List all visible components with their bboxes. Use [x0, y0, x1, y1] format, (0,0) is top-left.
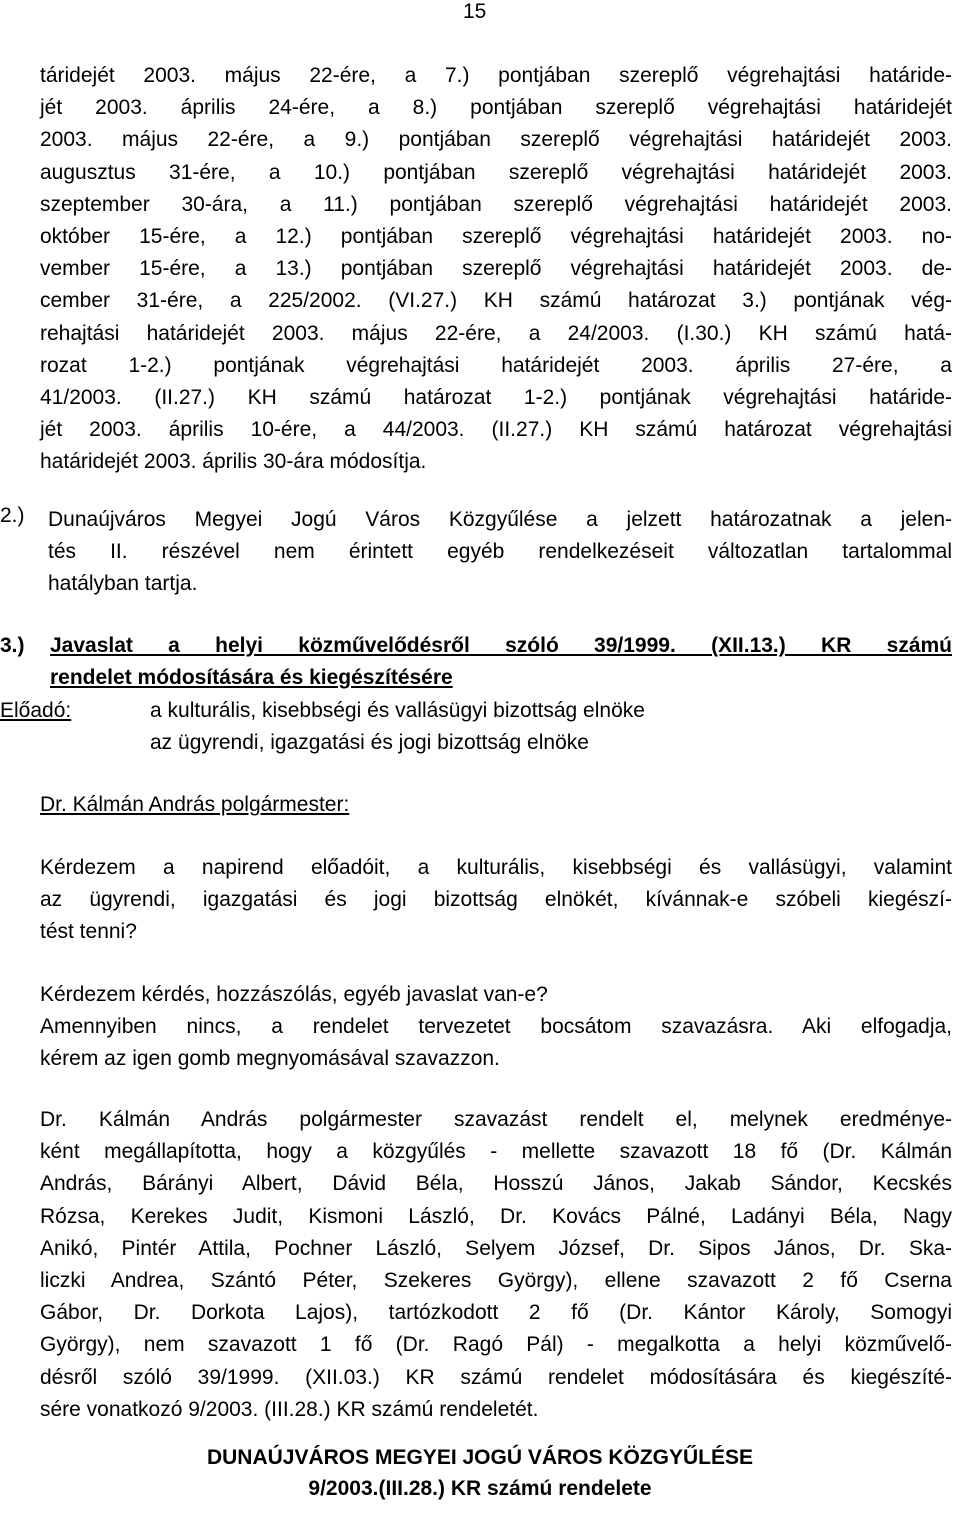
text-line: augusztus 31-ére, a 10.) pontjában szereplő végrehajtási határidejét 2003. — [40, 160, 952, 184]
presenter-label: Előadó: — [0, 699, 72, 722]
text-line: sére vonatkozó 9/2003. (III.28.) KR számú rendeletét. — [40, 1397, 539, 1421]
text-line: désről szóló 39/1999. (XII.03.) KR számú rendelet módosítására és kiegészíté- — [40, 1365, 952, 1389]
agenda-title-line: rendelet módosítására és kiegészítésére — [50, 666, 453, 690]
text-line: Dr. Kálmán András polgármester szavazást rendelt el, melynek eredménye- — [40, 1108, 952, 1131]
text-line: jét 2003. április 24-ére, a 8.) pontjában szereplő végrehajtási határidejét — [40, 96, 952, 120]
page-number: 15 — [463, 0, 487, 23]
text-line: Anikó, Pintér Attila, Pochner László, Selyem József, Dr. Sipos János, Dr. Ska- — [40, 1236, 952, 1260]
text-line: András, Bárányi Albert, Dávid Béla, Hosszú János, Jakab Sándor, Kecskés — [40, 1172, 952, 1196]
point-number: 2.) — [0, 504, 25, 527]
text-line: 41/2003. (II.27.) KH számú határozat 1-2.) pontjának végrehajtási határide- — [40, 385, 952, 409]
footer-line: DUNAÚJVÁROS MEGYEI JOGÚ VÁROS KÖZGYŰLÉSE — [206, 1446, 754, 1469]
text-line: táridejét 2003. május 22-ére, a 7.) pontjában szereplő végrehajtási határide- — [40, 64, 952, 87]
paragraph-continuation — [40, 60, 952, 478]
text-line: Dunaújváros Megyei Jogú Város Közgyűlése a jelzett határozatnak a jelen- — [48, 508, 952, 531]
document-footer — [0, 1442, 960, 1504]
text-line: ként megállapította, hogy a közgyűlés - mellette szavazott 18 fő (Dr. Kálmán — [40, 1140, 952, 1164]
text-line: cember 31-ére, a 225/2002. (VI.27.) KH számú határozat 3.) pontjának vég- — [40, 289, 952, 313]
footer-line: 9/2003.(III.28.) KR számú rendelete — [308, 1477, 652, 1500]
vote-result-paragraph — [40, 1104, 952, 1426]
text-line: határidejét 2003. április 30-ára módosítja. — [40, 450, 427, 474]
text-line: Amennyiben nincs, a rendelet tervezetet bocsátom szavazásra. Aki elfogadja, — [40, 1015, 952, 1039]
text-line: Kérdezem kérdés, hozzászólás, egyéb javaslat van-e? — [40, 983, 548, 1006]
text-line: György), nem szavazott 1 fő (Dr. Ragó Pál) - megalkotta a helyi közművelő- — [40, 1333, 952, 1357]
text-line: 2003. május 22-ére, a 9.) pontjában szereplő végrehajtási határidejét 2003. — [40, 128, 952, 152]
speaker-heading — [40, 789, 952, 821]
text-line: hatályban tartja. — [48, 572, 198, 596]
text-line: liczki Andrea, Szántó Péter, Szekeres György), ellene szavazott 2 fő Cserna — [40, 1268, 952, 1292]
presenter-line: a kulturális, kisebbségi és vallásügyi bizottság elnöke — [150, 699, 645, 722]
text-line: október 15-ére, a 12.) pontjában szereplő végrehajtási határidejét 2003. no- — [40, 224, 952, 248]
text-line: vember 15-ére, a 13.) pontjában szereplő végrehajtási határidejét 2003. de- — [40, 257, 952, 281]
speaker-name: Dr. Kálmán András polgármester: — [40, 793, 350, 816]
text-line: szeptember 30-ára, a 11.) pontjában szereplő végrehajtási határidejét 2003. — [40, 192, 952, 216]
text-line: rehajtási határidejét 2003. május 22-ére, a 24/2003. (I.30.) KH számú hatá- — [40, 321, 952, 345]
speech-paragraph — [40, 852, 952, 949]
presenter-line: az ügyrendi, igazgatási és jogi bizottság elnöke — [150, 731, 589, 755]
text-line: kérem az igen gomb megnyomásával szavazzon. — [40, 1047, 500, 1071]
text-line: Rózsa, Kerekes Judit, Kismoni László, Dr. Kovács Pálné, Ladányi Béla, Nagy — [40, 1204, 952, 1228]
speech-paragraph — [40, 979, 952, 1076]
text-line: tést tenni? — [40, 920, 137, 944]
text-line: tés II. részével nem érintett egyéb rendelkezéseit változatlan tartalommal — [48, 540, 952, 564]
text-line: rozat 1-2.) pontjának végrehajtási határidejét 2003. április 27-ére, a — [40, 353, 952, 377]
text-line: az ügyrendi, igazgatási és jogi bizottság elnökét, kívánnak-e szóbeli kiegészí- — [40, 888, 952, 912]
text-line: Kérdezem a napirend előadóit, a kulturális, kisebbségi és vallásügyi, valamint — [40, 856, 952, 879]
point-number: 3.) — [0, 634, 25, 657]
text-line: Gábor, Dr. Dorkota Lajos), tartózkodott 2 fő (Dr. Kántor Károly, Somogyi — [40, 1301, 952, 1325]
text-line: jét 2003. április 10-ére, a 44/2003. (II.27.) KH számú határozat végrehajtási — [40, 418, 952, 442]
agenda-title-line: Javaslat a helyi közművelődésről szóló 39/1999. (XII.13.) KR számú — [50, 634, 952, 657]
